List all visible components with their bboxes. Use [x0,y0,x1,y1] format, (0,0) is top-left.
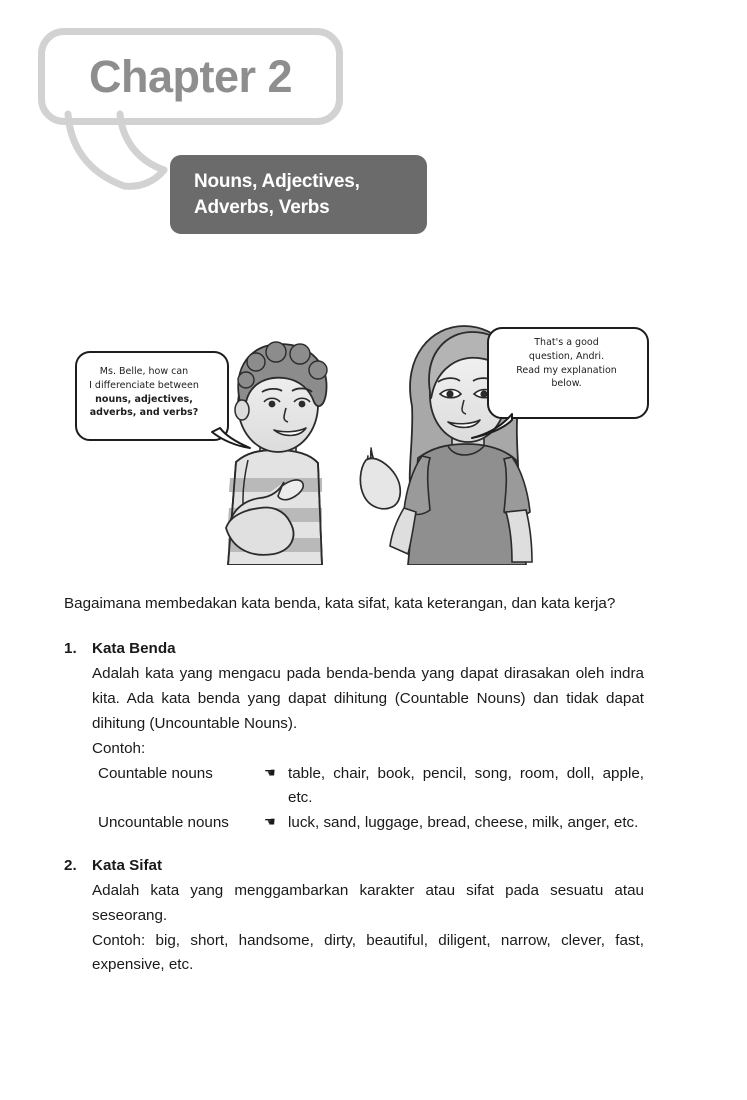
left-speech-bubble-text [79,365,209,420]
lesson-content [64,592,644,978]
subtitle-line-1: Nouns, Adjectives, [194,171,360,193]
chapter-subtitle-box [170,155,427,234]
list-item-kata-sifat [64,854,644,978]
item-body-1: Adalah kata yang mengacu pada benda-benda yang dapat dirasakan oleh indra kita. Ada kata benda yang dapat dihitung (Countable Nouns) dan tidak dapat dihitung (Uncountable Nouns). [92,665,644,732]
left-bubble-line-1: Ms. Belle, how can [99,366,189,377]
examples-table-nouns [92,762,644,836]
example-values-uncountable: luck, sand, luggage, bread, cheese, milk, anger, etc. [288,814,639,831]
list-item-kata-benda [64,637,644,836]
right-bubble-line-4: below. [551,378,582,390]
subtitle-line-2: Adverbs, Verbs [194,196,330,218]
left-bubble-line-2: I differenciate between [89,379,199,391]
example-row-uncountable [92,811,644,836]
pointing-hand-icon: ☚ [264,764,276,780]
page-title: Chapter 2 [88,51,293,102]
right-speech-bubble-text [498,336,635,391]
contoh-inline-2: Contoh: big, short, handsome, dirty, beautiful, diligent, narrow, clever, fast, expensive, etc. [92,931,644,974]
chapter-bubble [38,28,343,125]
example-term-uncountable: Uncountable nouns [98,814,229,831]
example-values-countable: table, chair, book, pencil, song, room, doll, apple, etc. [288,764,644,807]
item-heading-2: Kata Sifat [92,856,163,874]
item-number-1: 1. [64,639,77,657]
pointing-hand-icon: ☚ [264,814,276,829]
boy-figure [226,342,327,565]
intro-question: Bagaimana membedakan kata benda, kata sifat, kata keterangan, dan kata kerja? [64,595,616,612]
example-row-countable [92,762,644,811]
example-term-countable: Countable nouns [98,764,213,782]
right-bubble-line-1: That's a good [534,337,599,348]
right-bubble-line-2: question, Andri. [528,350,605,362]
left-bubble-line-4: adverbs, and verbs? [89,407,199,419]
left-bubble-line-3: nouns, adjectives, [95,393,193,405]
item-number-2: 2. [64,856,77,874]
item-heading-1: Kata Benda [92,639,176,657]
contoh-label-1: Contoh: [92,740,146,758]
right-bubble-line-3: Read my explanation [516,364,617,376]
item-body-2: Adalah kata yang menggambarkan karakter atau sifat pada sesuatu atau seseorang. [92,882,644,924]
